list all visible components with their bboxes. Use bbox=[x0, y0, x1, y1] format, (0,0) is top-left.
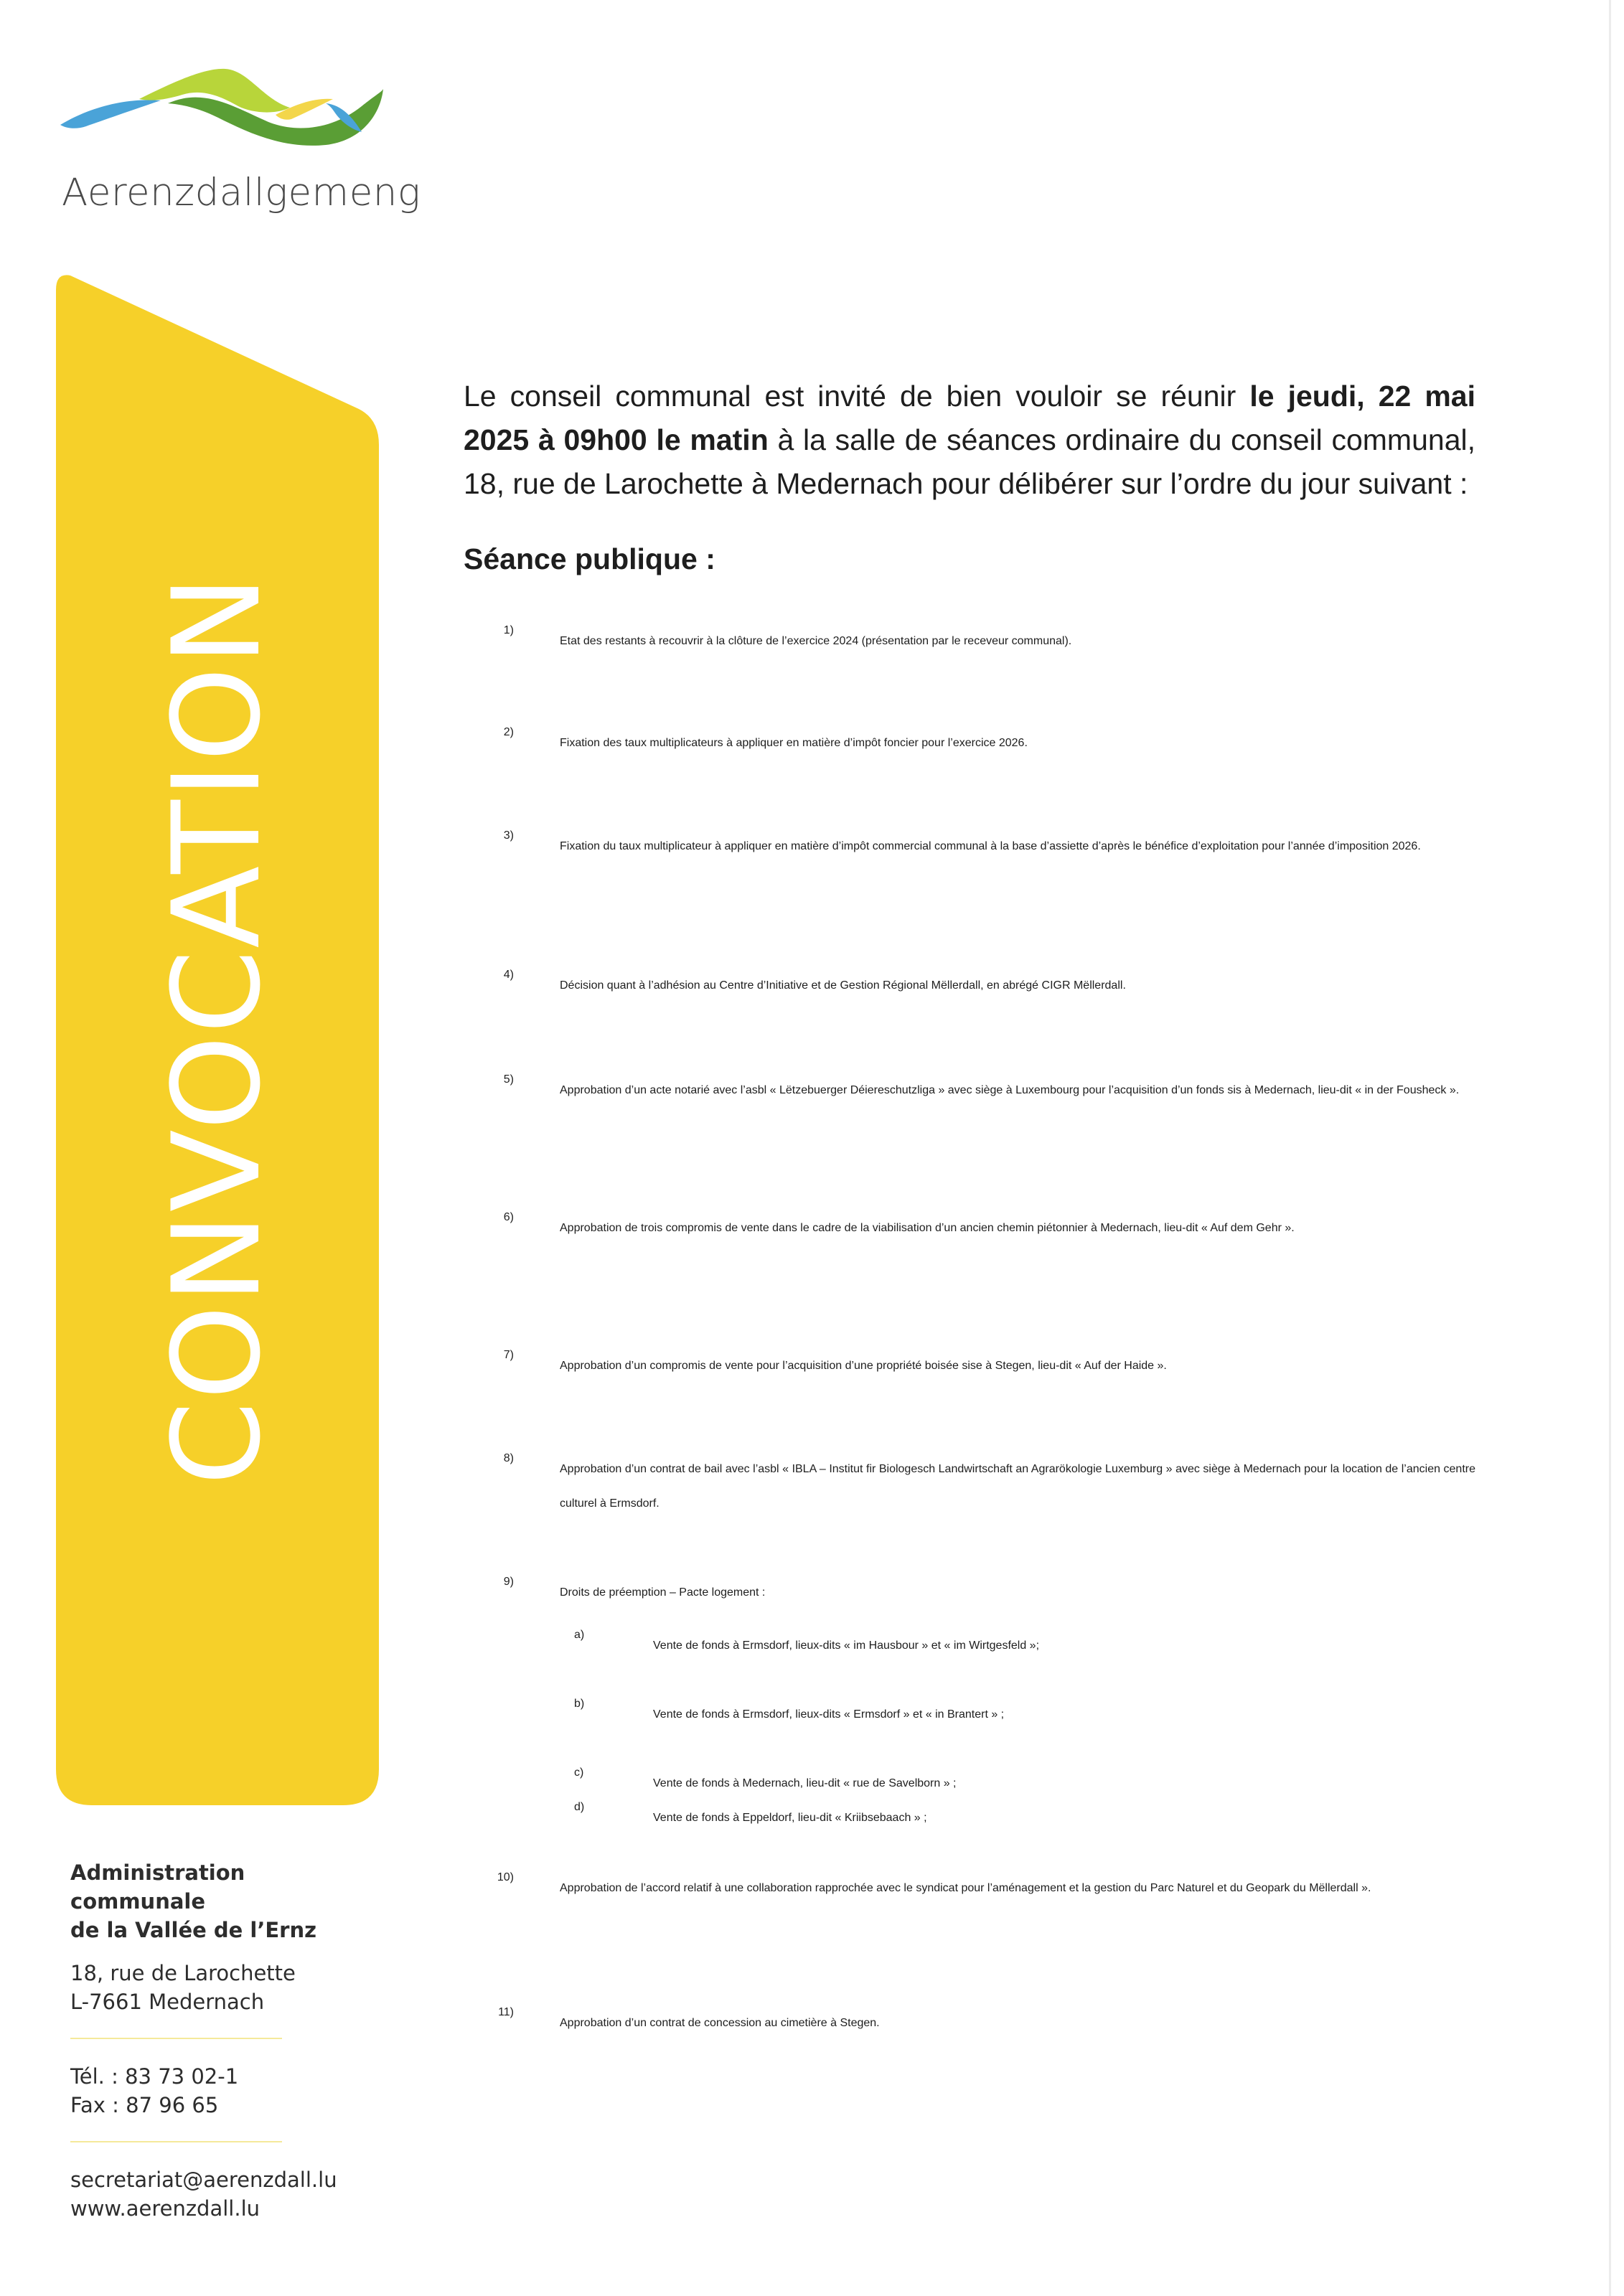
contact-block bbox=[70, 1858, 386, 2223]
address-line1: 18, rue de Larochette bbox=[70, 1961, 296, 1985]
item-text: Droits de préemption – Pacte logement : bbox=[560, 1586, 766, 1599]
item-text: Approbation d’un compromis de vente pour l’acquisition d’une propriété boisée sise à Stegen, lieu-dit « Auf der Haide ». bbox=[560, 1360, 1167, 1372]
item-text: Approbation d’un contrat de bail avec l’asbl « IBLA – Institut fir Biologesch Landwirtschaft an Agrarökologie Luxemburg » avec siège à Medernach pour la location de l’ancien centre culturel à Ermsdorf. bbox=[560, 1463, 1475, 1510]
subitem-text: Vente de fonds à Ermsdorf, lieux-dits « im Hausbour » et « im Wirtgesfeld »; bbox=[653, 1639, 1040, 1652]
item-text: Etat des restants à recouvrir à la clôture de l’exercice 2024 (présentation par le receveur communal). bbox=[560, 635, 1072, 647]
item-text: Fixation des taux multiplicateurs à appliquer en matière d’impôt foncier pour l’exercice 2026. bbox=[560, 737, 1028, 749]
item-number: 1) bbox=[503, 624, 514, 636]
admin-name-line1: Administration communale bbox=[70, 1860, 245, 1914]
subitem-letter: b) bbox=[574, 1698, 585, 1710]
item-number: 4) bbox=[503, 969, 514, 981]
subitem-letter: d) bbox=[574, 1801, 585, 1813]
item-text: Approbation d’un acte notarié avec l’asbl « Lëtzebuerger Déiereschutzliga » avec siège à Luxembourg pour l’acquisition d’un fonds sis à Medernach, lieu-dit « in der Fousheck ». bbox=[560, 1084, 1460, 1096]
item-number: 9) bbox=[503, 1576, 514, 1588]
subitem-letter: a) bbox=[574, 1629, 585, 1641]
intro-text-end: à la salle de séances ordinaire du conseil communal, 18, rue de Larochette à Medernach pour délibérer sur l’ordre du jour suivant : bbox=[464, 423, 1475, 500]
item-text: Approbation de trois compromis de vente dans le cadre de la viabilisation d’un ancien chemin piétonnier à Medernach, lieu-dit « Auf dem Gehr ». bbox=[560, 1222, 1295, 1234]
item-text: Décision quant à l’adhésion au Centre d’Initiative et de Gestion Régional Mëllerdall, en abrégé CIGR Mëllerdall. bbox=[560, 979, 1126, 992]
fax: Fax : 87 96 65 bbox=[70, 2093, 219, 2117]
item-number: 6) bbox=[503, 1211, 514, 1223]
item-number: 5) bbox=[503, 1073, 514, 1086]
item-text: Fixation du taux multiplicateur à appliquer en matière d’impôt commercial communal à la base d’assiette d’après le bénéfice d’exploitation pour l’année d’imposition 2026. bbox=[560, 840, 1421, 852]
logo-icon bbox=[60, 63, 383, 149]
divider bbox=[70, 2038, 282, 2039]
item-number: 2) bbox=[503, 726, 514, 738]
page-edge bbox=[1609, 0, 1611, 2296]
banner-title: CONVOCATION bbox=[146, 573, 287, 1486]
item-text: Approbation d’un contrat de concession au cimetière à Stegen. bbox=[560, 2017, 880, 2029]
intro-text: Le conseil communal est invité de bien vouloir se réunir bbox=[464, 380, 1250, 413]
divider bbox=[70, 2141, 282, 2142]
agenda-list bbox=[464, 0, 1475, 2296]
section-title: Séance publique : bbox=[464, 542, 715, 575]
item-number: 3) bbox=[503, 829, 514, 842]
logo-text: Aerenzdallgemeng bbox=[62, 171, 421, 215]
subitem-text: Vente de fonds à Eppeldorf, lieu-dit « Kriibsebaach » ; bbox=[653, 1812, 927, 1824]
item-number: 7) bbox=[503, 1349, 514, 1361]
item-number: 11) bbox=[498, 2006, 514, 2018]
admin-name-line2: de la Vallée de l’Ernz bbox=[70, 1918, 316, 1942]
item-text: Approbation de l’accord relatif à une collaboration rapprochée avec le syndicat pour l’aménagement et la gestion du Parc Naturel et du Geopark du Mëllerdall ». bbox=[560, 1882, 1371, 1894]
item-number: 10) bbox=[497, 1871, 514, 1883]
email-link[interactable]: secretariat@aerenzdall.lu bbox=[70, 2168, 337, 2192]
meeting-date: le jeudi, 22 mai 2025 à 09h00 le matin bbox=[464, 380, 1475, 456]
item-number: 8) bbox=[503, 1452, 514, 1464]
phone: Tél. : 83 73 02-1 bbox=[70, 2064, 239, 2089]
subitem-text: Vente de fonds à Medernach, lieu-dit « rue de Savelborn » ; bbox=[653, 1777, 957, 1789]
address-line2: L-7661 Medernach bbox=[70, 1990, 265, 2014]
subitem-letter: c) bbox=[574, 1766, 584, 1779]
subitem-text: Vente de fonds à Ermsdorf, lieux-dits « Ermsdorf » et « in Brantert » ; bbox=[653, 1708, 1005, 1721]
website-link[interactable]: www.aerenzdall.lu bbox=[70, 2196, 261, 2221]
